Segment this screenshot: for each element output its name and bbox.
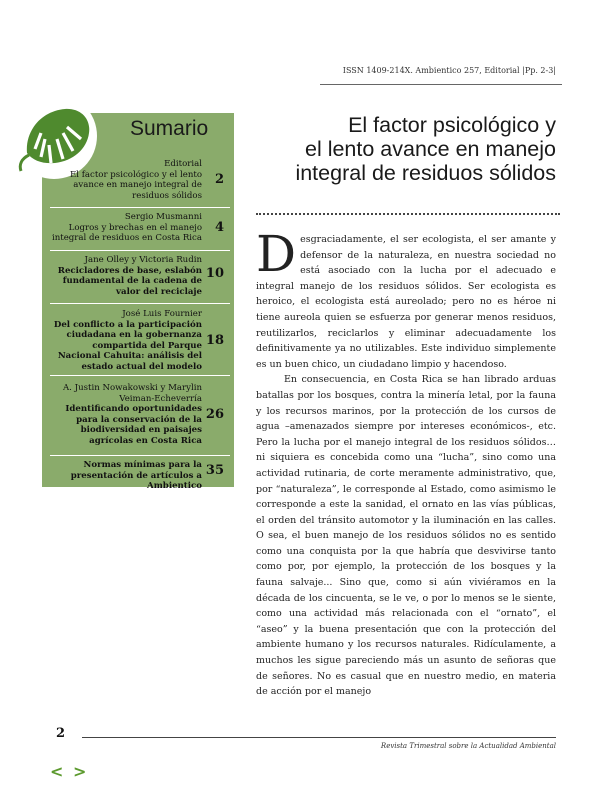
article-title-line: El factor psicológico y	[348, 113, 556, 137]
article-title-line: integral de residuos sólidos	[295, 161, 556, 185]
article-title	[236, 113, 556, 185]
toc-title: Identificando oportunidades para la conservación de la biodiversidad en paisajes agrícolas en Costa Rica	[65, 404, 202, 446]
summary-title: Sumario	[130, 117, 209, 140]
toc-page: 2	[214, 172, 224, 187]
toc-divider	[50, 375, 230, 376]
toc-divider	[50, 303, 230, 304]
toc-title: Recicladores de base, eslabón fundamental de la cadena de valor del reciclaje	[57, 265, 202, 297]
footer-rule	[82, 737, 556, 738]
toc-page: 26	[205, 407, 224, 422]
toc-title: El factor psicológico y el lento avance en manejo integral de residuos sólidos	[69, 169, 202, 201]
toc-author: A. Justin Nowakowski y Marylin Veiman-Echeverría	[62, 383, 202, 404]
dotted-divider	[256, 213, 560, 215]
previous-page-button[interactable]: <	[50, 762, 66, 781]
toc-title: Del conflicto a la participación ciudadana en la gobernanza compartida del Parque Nacional Cahuita: análisis del estado actual del modelo	[53, 319, 202, 372]
toc-divider	[50, 207, 230, 208]
toc-divider	[50, 250, 230, 251]
page-number: 2	[56, 726, 66, 741]
toc-title: Logros y brechas en el manejo integral de residuos en Costa Rica	[51, 222, 202, 243]
next-page-button[interactable]: >	[72, 762, 89, 781]
page-navigation	[50, 762, 88, 781]
toc-page: 4	[214, 220, 224, 235]
toc-page: 18	[205, 333, 224, 348]
toc-title: Normas mínimas para la presentación de artículos a Ambientico	[70, 460, 202, 491]
paragraph: En consecuencia, en Costa Rica se han librado arduas batallas por los bosques, contra la minería letal, por la fauna y los recursos marinos, por la protección de los cursos de agua –amenazados siempre por intereses económicos-, etc. Pero la lucha por el manejo integral de los residuos sólidos… ni siquiera es concebida como una “lucha”, sino como una actividad rutinaria, de corte meramente administrativo, que, por “naturaleza”, le corresponde al Estado, como asimismo le corresponde a este la sanidad, el ornato en las vías públicas, el orden del tránsito automotor y la iluminación en las calles. O sea, el buen manejo de los residuos sólidos no es sentido como una conquista por la que habría que desvivirse tanto como por, por ejemplo, la protección de los bosques y la fauna salvaje... Sino que, como si aún viviéramos en la década de los cincuenta, se le ve, o por lo menos se le siente, como una actividad más relacionada con el “ornato”, el “aseo” y la buena presentación que con la protección del ambiente humano y los recursos naturales. Ridículamente, a muchos les sigue pareciendo más un asunto de señoras que de señores. No es casual que en nuestro medio, en materia de acción por el manejo	[256, 374, 556, 698]
toc-page: 10	[205, 266, 224, 281]
toc-page: 35	[205, 463, 224, 478]
paragraph-text: esgraciadamente, el ser ecologista, el ser amante y defensor de la naturaleza, en nuestra sociedad no está asociado con la lucha por el adecuado e integral manejo de los residuos sólidos. Ser ecologista es heroico, el ecologista está aureolado; pero no es héroe ni tiene aureola quien se esfuerza por generar menos residuos, reutilizarlos, reciclarlos y eliminar adecuadamente los definitivamente ya no utilizables. Este individuo simplemente es un buen chico, un ciudadano limpio y hacendoso.	[256, 234, 556, 370]
toc-author: Jane Olley y Victoria Rudin	[84, 255, 202, 265]
article-body	[256, 225, 556, 700]
drop-cap: D	[256, 225, 297, 283]
journal-footer: Revista Trimestral sobre la Actualidad Ambiental	[380, 742, 556, 750]
toc-author: Editorial	[164, 159, 202, 169]
issn-header: ISSN 1409-214X. Ambientico 257, Editorial |Pp. 2-3|	[342, 66, 556, 75]
toc-author: José Luis Fournier	[122, 309, 202, 319]
header-rule	[320, 84, 562, 85]
toc-author: Sergio Musmanni	[124, 212, 202, 222]
paragraph	[256, 225, 556, 372]
article-title-line: el lento avance en manejo	[304, 137, 556, 161]
toc-divider	[50, 455, 230, 456]
